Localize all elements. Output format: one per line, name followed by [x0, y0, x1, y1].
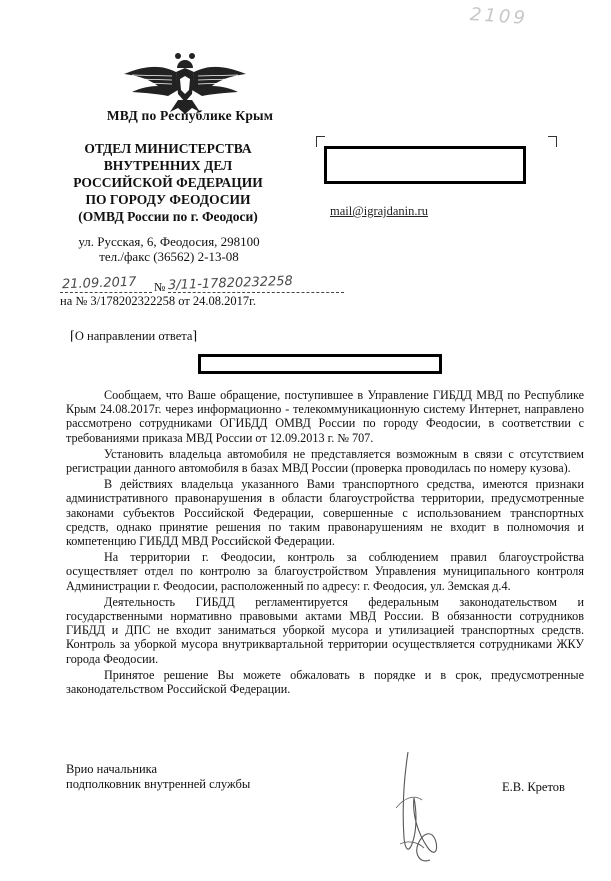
department-line: ПО ГОРОДУ ФЕОДОСИИ	[85, 192, 251, 207]
paragraph: На территории г. Феодосии, контроль за соблюдением правил благоустройства осуществляет отдел по контролю за благоустройством Управления муниципального контроля Администрации г. Феодосии, расположенный по адресу: г. Феодосия, ул. Земская д.4.	[66, 550, 584, 593]
redacted-salutation	[198, 354, 442, 374]
org-title: МВД по Республике Крым	[106, 108, 274, 123]
redacted-recipient-name	[324, 146, 526, 184]
paragraph: В действиях владельца указанного Вами транспортного средства, имеются признаки административного правонарушения в области благоустройства территории, предусмотренные законами субъектов Российской Федерации, совершенные с использованием транспортных средств, однако принятие решения по таким правонарушениям не входит в полномочия и компетенцию ГИБДД МВД Российской Федерации.	[66, 477, 584, 549]
address: ул. Русская, 6, Феодосия, 298100	[78, 234, 260, 249]
number-label: №	[154, 280, 166, 294]
position-line: Врио начальника	[66, 762, 158, 776]
paragraph: Деятельность ГИБДД регламентируется федеральным законодательством и государственными нормативно правовыми актами МВД России. В обязанности сотрудников ГИБДД и ДПС не входит заниматься уборкой мусора и утилизацией транспортных средств. Контроль за уборкой мусора внутриквартальной территории осуществляется сотрудниками ЖКУ города Феодосии.	[66, 594, 584, 666]
department-line: РОССИЙСКОЙ ФЕДЕРАЦИИ	[73, 175, 263, 190]
department-line: (ОМВД России по г. Феодоси)	[78, 209, 258, 224]
page-mark: 2109	[469, 4, 529, 29]
subject-text: О направлении ответа	[74, 329, 193, 343]
reference-line: на № 3/178202322258 от 24.08.2017г.	[60, 294, 257, 308]
handwritten-number: 3/11-17820232258	[167, 273, 294, 294]
signatory-position	[66, 762, 250, 792]
handwritten-signature	[378, 748, 448, 868]
department-name	[48, 140, 288, 225]
paragraph: Сообщаем, что Ваше обращение, поступившее в Управление ГИБДД МВД по Республике Крым 24.08.2017г. через информационно - телекоммуникационную систему Интернет, направлено рассмотрено сотрудниками ОГИБДД ОМВД России по городу Феодосии, в соответствии с требованиями приказа МВД России от 12.09.2013 г. № 707.	[66, 388, 584, 445]
recipient-email[interactable]: mail@igrajdanin.ru	[330, 204, 428, 218]
department-line: ОТДЕЛ МИНИСТЕРСТВА	[84, 141, 252, 156]
handwritten-date: 21.09.2017	[61, 274, 137, 293]
date-underline	[60, 292, 152, 293]
position-line: подполковник внутренней службы	[66, 777, 251, 791]
address-block	[46, 234, 292, 264]
letter-body	[66, 388, 584, 698]
signatory-name: Е.В. Кретов	[502, 780, 565, 794]
phone: тел./факс (36562) 2-13-08	[99, 249, 239, 264]
address-bracket-right	[548, 136, 557, 147]
paragraph: Установить владельца автомобиля не представляется возможным в связи с отсутствием регистрации данного автомобиля в базах МВД России (проверка проводилась по номеру кузова).	[66, 446, 584, 476]
department-line: ВНУТРЕННИХ ДЕЛ	[103, 158, 233, 173]
subject-line: ⌈О направлении ответа⌉	[70, 329, 198, 343]
paragraph: Принятое решение Вы можете обжаловать в порядке и в срок, предусмотренные законодательством Российской Федерации.	[66, 667, 584, 697]
